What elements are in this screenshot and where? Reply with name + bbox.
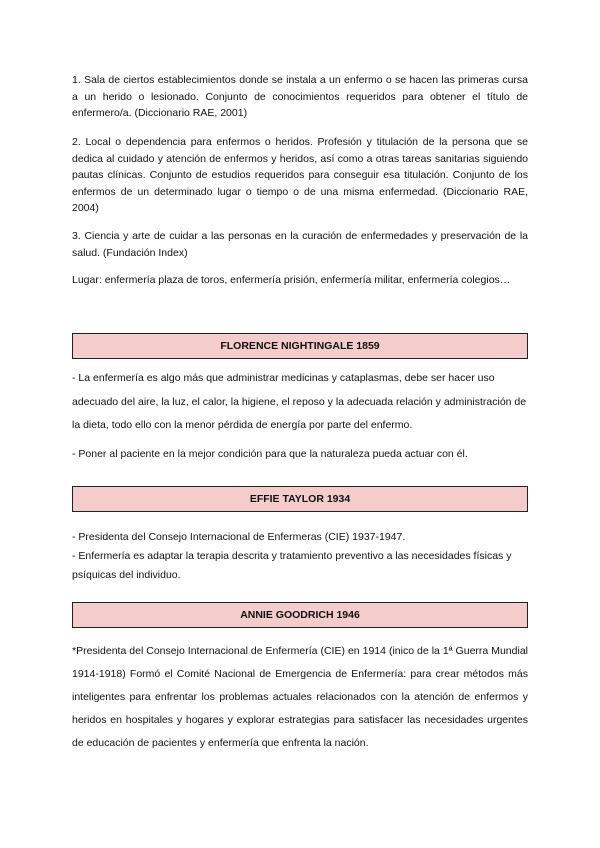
section-heading-effie-taylor: EFFIE TAYLOR 1934 xyxy=(72,486,528,512)
effie-item-2: - Enfermería es adaptar la terapia descrita y tratamiento preventivo a las necesidades físicas y psíquicas del individuo. xyxy=(72,550,512,581)
florence-item-1: - La enfermería es algo más que administrar medicinas y cataplasmas, debe ser hacer uso adecuado del aire, la luz, el calor, la higiene, el reposo y la adecuada relación y administración de la dieta, todo ello con la menor pérdida de energía por parte del enfermo. xyxy=(72,372,527,431)
lugar-paragraph: Lugar: enfermería plaza de toros, enfermería prisión, enfermería militar, enfermería colegios… xyxy=(72,274,511,286)
florence-item-2: - Poner al paciente en la mejor condición para que la naturaleza pueda actuar con él. xyxy=(72,448,468,460)
annie-paragraph: *Presidenta del Consejo Internacional de Enfermería (CIE) en 1914 (inico de la 1ª Guerra Mundial 1914-1918) Formó el Comité Nacional de Emergencia de Enfermería: para crear métodos más inteligentes para enfrentar los problemas actuales relacionados con la atención de enfermos y heridos en hospitales y hogares y explorar estrategias para satisfacer las necesidades urgentes de educación de pacientes y enfermería que enfrenta la nación. xyxy=(72,645,528,749)
definition-1: 1. Sala de ciertos establecimientos donde se instala a un enfermo o se hacen las primeras cursa a un herido o lesionado. Conjunto de conocimientos requeridos para obtener el título de enfermero/a. (Diccionario RAE, 2001) xyxy=(72,74,528,119)
section-heading-annie-goodrich: ANNIE GOODRICH 1946 xyxy=(72,602,528,628)
definition-2: 2. Local o dependencia para enfermos o heridos. Profesión y titulación de la persona que se dedica al cuidado y atención de enfermos y heridos, así como a otras tareas sanitarias siguiendo pautas clínicas. Conjunto de estudios requeridos para conseguir esa titulación. Conjunto de los enfermos de un determinado lugar o tiempo o de una misma enfermedad. (Diccionario RAE, 2004) xyxy=(72,136,528,214)
definition-3: 3. Ciencia y arte de cuidar a las personas en la curación de enfermedades y preservación de la salud. (Fundación Index) xyxy=(72,230,528,259)
effie-item-1: - Presidenta del Consejo Internacional de Enfermeras (CIE) 1937-1947. xyxy=(72,531,406,543)
section-heading-florence-nightingale: FLORENCE NIGHTINGALE 1859 xyxy=(72,333,528,359)
